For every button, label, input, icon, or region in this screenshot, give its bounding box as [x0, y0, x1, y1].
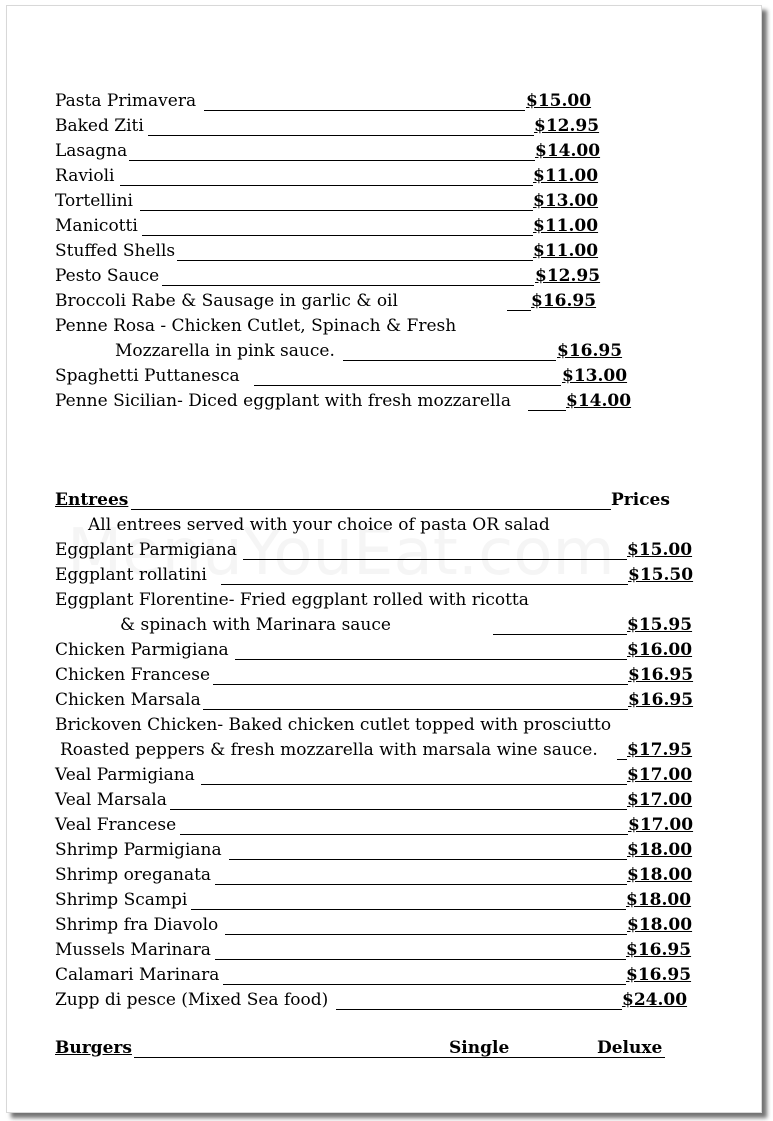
menu-item-price: $11.00 [533, 216, 599, 236]
menu-item-price: $16.95 [628, 665, 694, 685]
menu-item-name: Mussels Marinara [55, 940, 211, 960]
menu-item-name: Baked Ziti [55, 116, 144, 136]
leader-line [336, 1009, 622, 1010]
menu-item-price: $12.95 [535, 266, 601, 286]
burgers-heading: Burgers [55, 1038, 132, 1058]
menu-item-price: $14.00 [535, 141, 601, 161]
leader-line [170, 809, 627, 810]
single-label: Single [449, 1038, 510, 1058]
leader-line [134, 1057, 665, 1058]
menu-item-price: $14.00 [566, 391, 632, 411]
menu-item-name: Eggplant Parmigiana [55, 540, 237, 560]
menu-item-name: Broccoli Rabe & Sausage in garlic & oil [55, 291, 398, 311]
leader-line [142, 235, 533, 236]
menu-item-name: Tortellini [55, 191, 133, 211]
menu-item-price: $24.00 [622, 990, 688, 1010]
menu-item-name: Shrimp Scampi [55, 890, 188, 910]
menu-item-desc: & spinach with Marinara sauce [120, 615, 391, 635]
menu-item-name: Calamari Marinara [55, 965, 220, 985]
entrees-heading: Entrees [55, 490, 129, 510]
leader-line [507, 310, 531, 311]
menu-item-name: Eggplant Florentine- Fried eggplant rolled with ricotta [55, 590, 529, 610]
leader-line [225, 934, 627, 935]
leader-line [229, 859, 627, 860]
entrees-note: All entrees served with your choice of pasta OR salad [88, 515, 550, 535]
leader-line [493, 634, 627, 635]
menu-item-price: $16.95 [628, 690, 694, 710]
menu-item-price: $17.00 [627, 790, 693, 810]
leader-line [180, 834, 628, 835]
menu-item-name: Ravioli [55, 166, 115, 186]
menu-item-name: Veal Parmigiana [55, 765, 195, 785]
menu-item-name: Chicken Francese [55, 665, 211, 685]
deluxe-label: Deluxe [597, 1038, 663, 1058]
leader-line [243, 559, 627, 560]
leader-line [215, 884, 627, 885]
menu-item-price: $17.95 [627, 740, 693, 760]
menu-item-name: Shrimp Parmigiana [55, 840, 222, 860]
leader-line [177, 260, 533, 261]
menu-item-name: Spaghetti Puttanesca [55, 366, 240, 386]
leader-line [148, 135, 534, 136]
menu-item-name: Eggplant rollatini [55, 565, 207, 585]
menu-item-price: $16.00 [627, 640, 693, 660]
menu-page [6, 5, 762, 1113]
menu-item-name: Veal Marsala [55, 790, 167, 810]
menu-item-price: $17.00 [628, 815, 694, 835]
menu-item-price: $13.00 [533, 191, 599, 211]
menu-item-name: Shrimp fra Diavolo [55, 915, 219, 935]
menu-item-price: $16.95 [531, 291, 597, 311]
menu-item-price: $18.00 [627, 865, 693, 885]
leader-line [528, 410, 566, 411]
leader-line [191, 909, 626, 910]
leader-line [215, 959, 626, 960]
menu-item-name: Pesto Sauce [55, 266, 160, 286]
leader-line [343, 360, 556, 361]
menu-item-price: $11.00 [533, 166, 599, 186]
leader-line [203, 709, 628, 710]
menu-item-price: $15.50 [628, 565, 694, 585]
leader-line [254, 385, 561, 386]
leader-line [204, 110, 525, 111]
menu-item-name: Lasagna [55, 141, 128, 161]
leader-line [120, 185, 533, 186]
leader-line [221, 584, 628, 585]
leader-line [223, 984, 626, 985]
menu-item-desc: Mozzarella in pink sauce. [115, 341, 335, 361]
menu-item-price: $15.00 [526, 91, 592, 111]
leader-line [162, 285, 534, 286]
menu-item-price: $13.00 [562, 366, 628, 386]
menu-item-price: $17.00 [627, 765, 693, 785]
leader-line [213, 684, 628, 685]
menu-item-price: $18.00 [626, 890, 692, 910]
menu-item-name: Pasta Primavera [55, 91, 197, 111]
menu-item-price: $16.95 [557, 341, 623, 361]
leader-line [131, 509, 611, 510]
menu-item-name: Stuffed Shells [55, 241, 176, 261]
prices-label: Prices [611, 490, 670, 510]
menu-item-name: Zupp di pesce (Mixed Sea food) [55, 990, 329, 1010]
menu-item-name: Chicken Parmigiana [55, 640, 229, 660]
leader-line [235, 659, 627, 660]
menu-item-name: Manicotti [55, 216, 138, 236]
menu-item-price: $15.95 [627, 615, 693, 635]
menu-item-price: $18.00 [627, 840, 693, 860]
leader-line [201, 784, 627, 785]
leader-line [617, 759, 627, 760]
menu-item-price: $16.95 [626, 940, 692, 960]
menu-item-name: Chicken Marsala [55, 690, 201, 710]
menu-item-name: Brickoven Chicken- Baked chicken cutlet topped with prosciutto [55, 715, 612, 735]
menu-item-name: Penne Sicilian- Diced eggplant with fresh mozzarella [55, 391, 511, 411]
menu-item-price: $15.00 [627, 540, 693, 560]
menu-item-name: Shrimp oreganata [55, 865, 212, 885]
menu-item-name: Penne Rosa - Chicken Cutlet, Spinach & Fresh [55, 316, 457, 336]
menu-item-price: $11.00 [533, 241, 599, 261]
menu-item-price: $16.95 [626, 965, 692, 985]
leader-line [129, 160, 535, 161]
menu-item-desc: Roasted peppers & fresh mozzarella with marsala wine sauce. [60, 740, 598, 760]
menu-item-name: Veal Francese [55, 815, 177, 835]
leader-line [140, 210, 533, 211]
menu-item-price: $12.95 [534, 116, 600, 136]
menu-item-price: $18.00 [627, 915, 693, 935]
